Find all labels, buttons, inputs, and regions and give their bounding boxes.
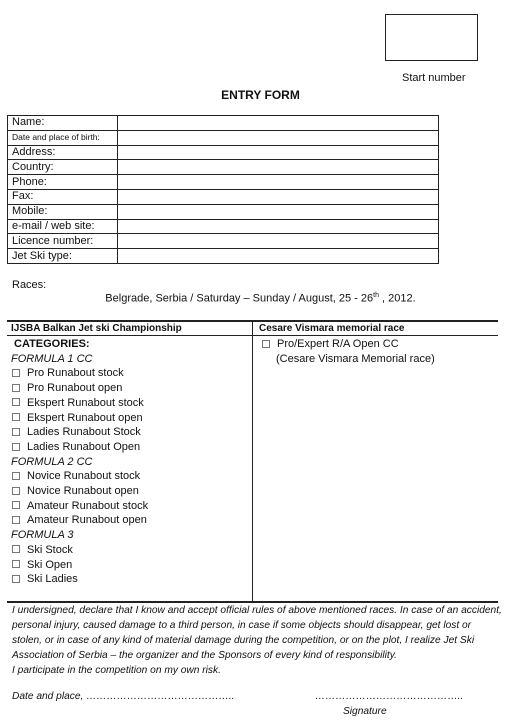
category-label: Ladies Runabout Stock [27,426,141,439]
formula-heading: FORMULA 3 [11,529,74,542]
category-item[interactable] [11,543,148,558]
form-row [8,116,448,131]
start-number-label: Start number [402,72,466,84]
formula-heading: FORMULA 2 CC [11,455,93,468]
checkbox-icon[interactable] [12,472,20,480]
field-label: Mobile: [8,204,118,219]
category-label: Ladies Runabout Open [27,440,141,453]
entry-fields-table [7,115,448,264]
form-row [8,145,448,160]
category-item[interactable] [11,381,148,396]
checkbox-icon[interactable] [12,384,20,392]
checkbox-icon[interactable] [262,340,270,348]
category-item[interactable] [11,513,148,528]
checkbox-icon[interactable] [12,369,20,377]
form-row [8,130,448,145]
category-item[interactable] [11,469,148,484]
right-column-header: Cesare Vismara memorial race [259,323,405,334]
column-divider [252,322,253,601]
left-column [11,337,148,587]
start-number-box[interactable] [385,14,478,61]
participation-text: I participate in the competition on my own risk. [12,665,221,676]
field-label: Licence number: [8,234,118,249]
page-title: ENTRY FORM [221,88,300,102]
field-label: Name: [8,116,118,131]
field-spacer [439,249,448,264]
field-input[interactable] [118,249,439,264]
category-label: Ski Stock [27,543,73,556]
signature-field[interactable]: …………………………………….. [315,691,464,702]
category-item[interactable] [11,425,148,440]
category-label: Pro Runabout stock [27,367,124,380]
checkbox-icon[interactable] [12,487,20,495]
category-label: Novice Runabout open [27,485,139,498]
races-date-year: , 2012. [378,292,416,305]
right-column [261,337,435,366]
races-date [0,292,521,305]
checkbox-icon[interactable] [12,443,20,451]
categories-heading: CATEGORIES: [14,338,90,350]
category-subtitle: (Cesare Vismara Memorial race) [276,352,435,365]
field-input[interactable] [118,189,439,204]
category-item[interactable] [11,411,148,426]
field-input[interactable] [118,130,439,145]
category-label: Ekspert Runabout stock [27,396,144,409]
field-label: e-mail / web site: [8,219,118,234]
category-label: Ekspert Runabout open [27,411,143,424]
field-label: Fax: [8,189,118,204]
field-input[interactable] [118,145,439,160]
declaration-text: I undersigned, declare that I know and accept official rules of above mentioned races. In case of an accident, personal injury, caused damage to a third person, in case if some objects should disappear, get lost or stolen, or in case of any kind of material damage during the competition, or on the plot, I realize Jet Ski Association of Serbia – the organizer and the Sponsors of every kind of responsibility. [12,605,502,661]
category-item[interactable] [11,366,148,381]
date-place-field[interactable]: Date and place, …………………………………….. [12,691,235,702]
category-label: Ski Ladies [27,573,78,586]
field-input[interactable] [118,219,439,234]
field-input[interactable] [118,204,439,219]
category-item[interactable] [261,337,435,352]
checkbox-icon[interactable] [12,501,20,509]
category-item[interactable] [11,572,148,587]
checkbox-icon[interactable] [12,575,20,583]
races-date-sup: th [373,292,379,299]
form-row [8,219,448,234]
category-label: Ski Open [27,558,73,571]
field-input[interactable] [118,160,439,175]
category-label: Pro Runabout open [27,382,123,395]
category-item[interactable] [11,558,148,573]
field-input[interactable] [118,116,439,131]
left-column-header: IJSBA Balkan Jet ski Championship [11,323,182,334]
field-label: Country: [8,160,118,175]
checkbox-icon[interactable] [12,545,20,553]
field-label: Date and place of birth: [8,130,118,145]
category-label: Amateur Runabout stock [27,499,149,512]
form-row [8,175,448,190]
form-row [8,204,448,219]
checkbox-icon[interactable] [12,413,20,421]
races-label: Races: [12,279,47,291]
field-spacer [439,234,448,249]
category-item[interactable] [11,499,148,514]
category-item[interactable] [11,484,148,499]
field-label: Phone: [8,175,118,190]
field-label: Jet Ski type: [8,249,118,264]
field-input[interactable] [118,175,439,190]
form-row [8,234,448,249]
field-label: Address: [8,145,118,160]
checkbox-icon[interactable] [12,516,20,524]
form-row [8,189,448,204]
category-item[interactable] [11,440,148,455]
checkbox-icon[interactable] [12,560,20,568]
field-input[interactable] [118,234,439,249]
signature-label: Signature [343,706,387,717]
category-label: Novice Runabout stock [27,470,141,483]
category-item[interactable] [11,396,148,411]
category-label: Pro/Expert R/A Open CC [277,338,399,350]
checkbox-icon[interactable] [12,428,20,436]
category-label: Amateur Runabout open [27,514,147,527]
form-row [8,249,448,264]
checkbox-icon[interactable] [12,398,20,406]
races-date-text: Belgrade, Serbia / Saturday – Sunday / August, 25 - 26 [105,292,374,305]
declaration [12,603,502,678]
form-row [8,160,448,175]
categories-table [7,320,498,603]
formula-heading: FORMULA 1 CC [11,352,93,365]
